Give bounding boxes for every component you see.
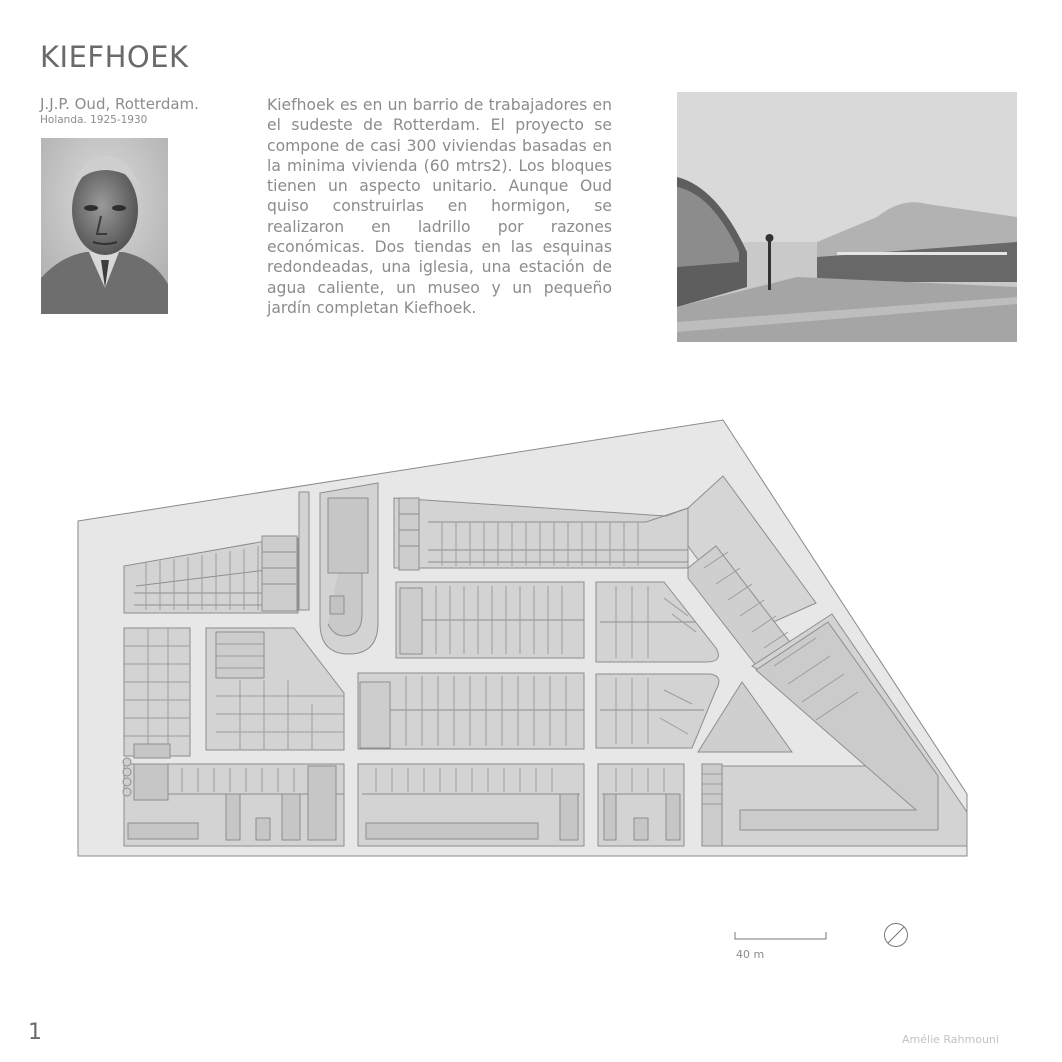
author-credit: Amélie Rahmouni: [902, 1033, 999, 1046]
scale-bar: [734, 928, 828, 942]
location-dates-caption: Holanda. 1925-1930: [40, 114, 148, 126]
page-title: KIEFHOEK: [40, 40, 189, 74]
street-view-photo: [677, 92, 1017, 342]
page-number: 1: [28, 1020, 42, 1045]
architect-portrait-photo: [41, 138, 168, 314]
architect-caption: J.J.P. Oud, Rotterdam.: [40, 95, 199, 113]
project-description: Kiefhoek es en un barrio de trabajadores en el sudeste de Rotterdam. El proyecto se compone de casi 300 viviendas basadas en la minima vivienda (60 mtrs2). Los bloques tienen un aspecto unitario. Aunque Oud quiso construirlas en hormigon, se realizaron en ladrillo por razones económicas. Dos tiendas en las esquinas redondeadas, una iglesia, una estación de agua caliente, un museo y un pequeño jardín completan Kiefhoek.: [267, 96, 612, 317]
scale-label: 40 m: [736, 948, 765, 961]
north-arrow-icon: [882, 921, 910, 949]
site-plan-drawing: [76, 418, 968, 858]
